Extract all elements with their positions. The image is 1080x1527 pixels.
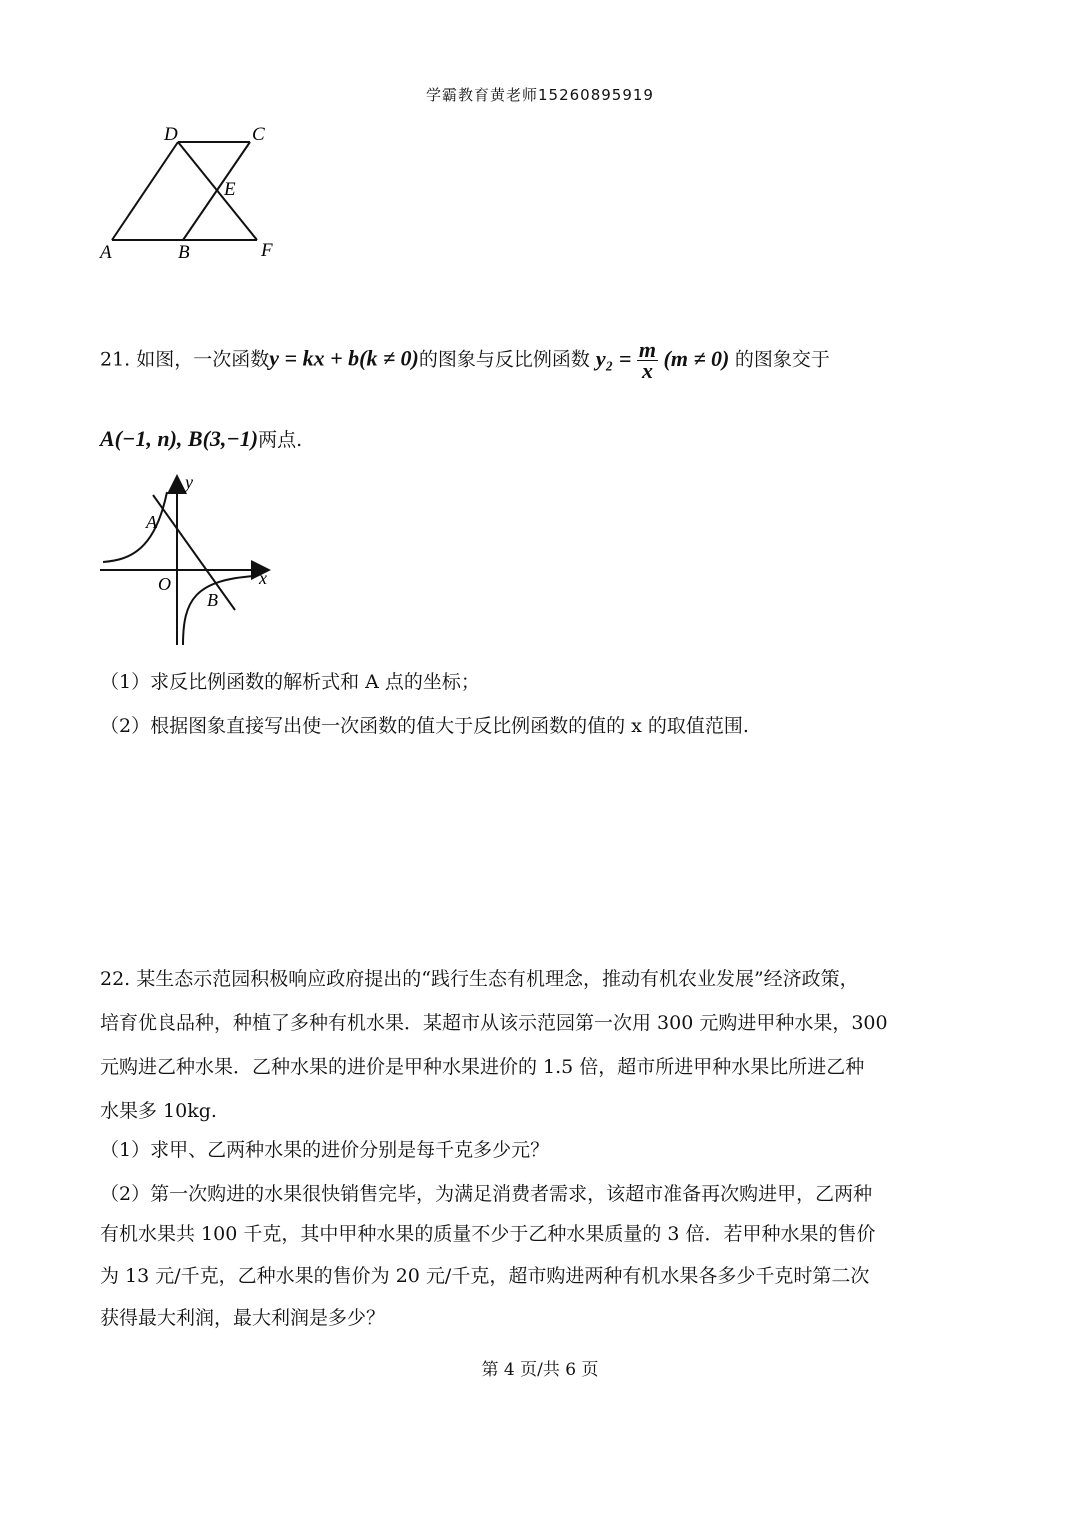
q21-statement-line1 [100, 337, 830, 383]
q21-inverse-condition: (m ≠ 0) [663, 345, 730, 371]
label-B: B [178, 242, 190, 263]
graph-label-A: A [146, 512, 157, 532]
segment-CB [183, 142, 250, 240]
q22-part2-line-1: （2）第一次购进的水果很快销售完毕，为满足消费者需求，该超市准备再次购进甲，乙两种 [100, 1183, 873, 1205]
label-C: C [252, 124, 265, 145]
q21-mid: 的图象与反比例函数 [418, 348, 590, 371]
q21-linear-function: y = kx + b(k ≠ 0) [269, 345, 419, 371]
segment-DA [112, 142, 178, 240]
parallelogram-figure [95, 120, 295, 270]
q21-points: A(−1, n), B(3,−1) [100, 426, 259, 451]
q22-line-1: 22. 某生态示范园积极响应政府提出的“践行生态有机理念，推动有机农业发展”经济政策， [100, 968, 859, 990]
q21-number: 21. [100, 348, 131, 371]
graph-label-y: y [185, 472, 193, 492]
q22-part2-line-2: 有机水果共 100 千克，其中甲种水果的质量不少于乙种水果质量的 3 倍．若甲种水果的售价 [100, 1223, 876, 1245]
q21-inverse-fraction [637, 337, 658, 383]
page-footer: 第 4 页/共 6 页 [481, 1360, 599, 1380]
label-E: E [224, 179, 236, 200]
q22-line-4: 水果多 10kg. [100, 1100, 217, 1122]
q21-inverse-numerator: m [638, 337, 657, 362]
q21-part1: （1）求反比例函数的解析式和 A 点的坐标； [100, 671, 480, 693]
q21-inverse-denominator: x [641, 358, 653, 383]
page-header: 学霸教育黄老师15260895919 [426, 86, 654, 104]
graph-label-O: O [158, 574, 171, 594]
q21-tail: 的图象交于 [734, 348, 830, 371]
function-graph [95, 470, 285, 650]
label-F: F [261, 240, 273, 261]
graph-label-B: B [207, 590, 218, 610]
q21-inverse-function [595, 337, 735, 383]
q21-part2: （2）根据图象直接写出使一次函数的值大于反比例函数的值的 x 的取值范围. [100, 715, 749, 737]
q22-part2-line-4: 获得最大利润，最大利润是多少？ [100, 1307, 386, 1329]
q21-statement-line2 [100, 425, 302, 454]
label-D: D [164, 124, 178, 145]
q22-part2-line-3: 为 13 元/千克，乙种水果的售价为 20 元/千克，超市购进两种有机水果各多少千克时第二次 [100, 1265, 870, 1287]
label-A: A [100, 242, 112, 263]
q21-intro: 如图，一次函数 [136, 348, 270, 371]
q21-points-tail: 两点. [258, 429, 303, 451]
graph-label-x: x [259, 568, 267, 588]
q22-part1: （1）求甲、乙两种水果的进价分别是每千克多少元？ [100, 1139, 550, 1161]
q22-line-2: 培育优良品种，种植了多种有机水果．某超市从该示范园第一次用 300 元购进甲种水果，300 [100, 1012, 888, 1034]
q21-inverse-lhs: y₂ = [595, 345, 632, 371]
q22-line-3: 元购进乙种水果．乙种水果的进价是甲种水果进价的 1.5 倍，超市所进甲种水果比所进乙种 [100, 1056, 865, 1078]
